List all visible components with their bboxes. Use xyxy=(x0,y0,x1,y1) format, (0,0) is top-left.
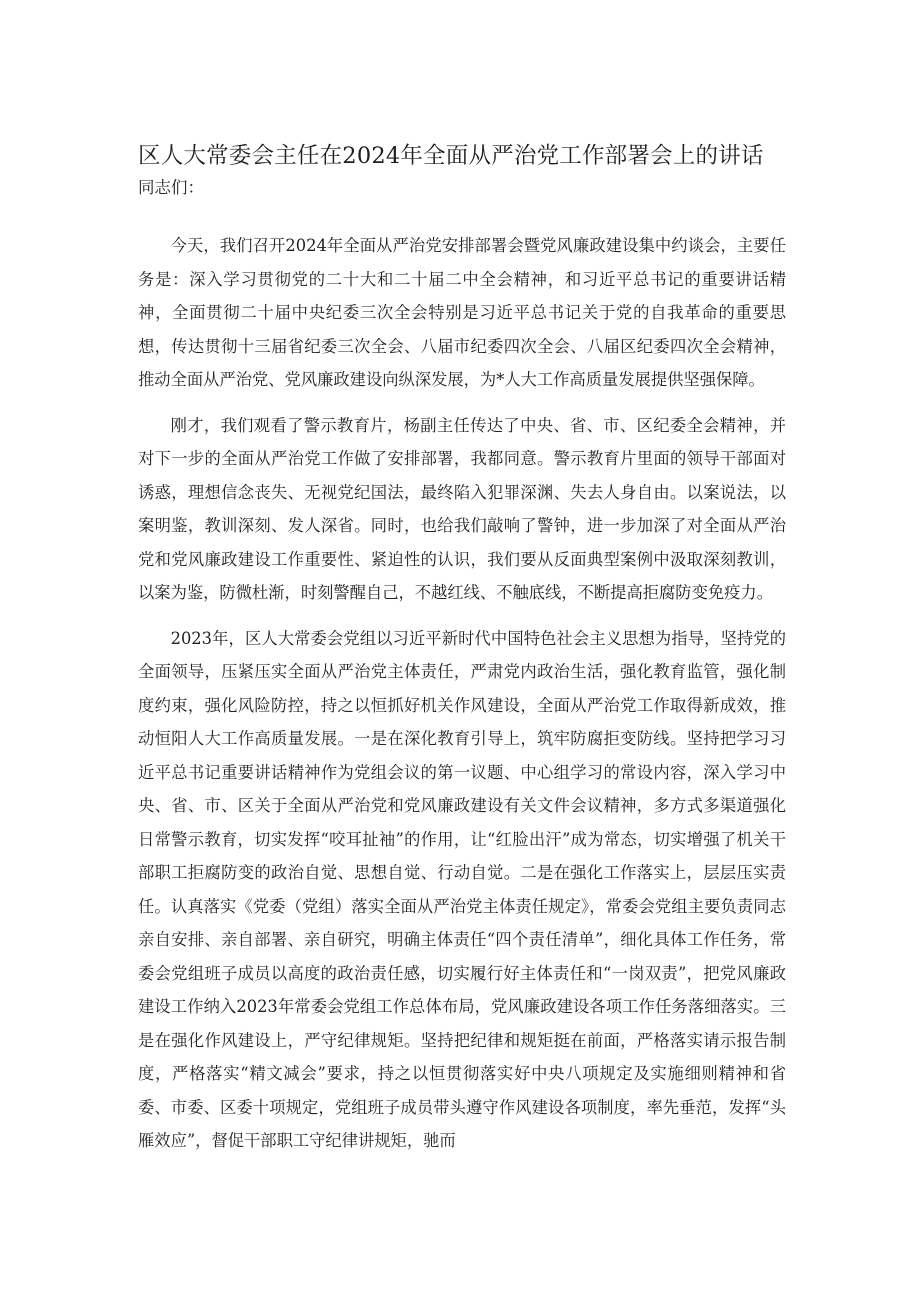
speech-body xyxy=(138,229,786,1170)
greeting: 同志们： xyxy=(138,178,204,197)
page-title: 区人大常委会主任在2024年全面从严治党工作部署会上的讲话 xyxy=(138,143,764,169)
paragraph-warning-education: 刚才，我们观看了警示教育片，杨副主任传达了中央、省、市、区纪委全会精神，并对下一步的全面从严治党工作做了安排部署，我都同意。警示教育片里面的领导干部面对诱惑，理想信念丧失、无视党纪国法，最终陷入犯罪深渊、失去人身自由。以案说法，以案明鉴，教训深刻、发人深省。同时，也给我们敲响了警钟，进一步加深了对全面从严治党和党风廉政建设工作重要性、紧迫性的认识，我们要从反面典型案例中汲取深刻教训，以案为鉴，防微杜渐，时刻警醒自己，不越红线、不触底线，不断提高拒腐防变免疫力。 xyxy=(138,415,786,602)
paragraph-opening: 今天，我们召开2024年全面从严治党安排部署会暨党风廉政建设集中约谈会，主要任务是：深入学习贯彻党的二十大和二十届二中全会精神，和习近平总书记的重要讲话精神，全面贯彻二十届中央纪委三次全会特别是习近平总书记关于党的自我革命的重要思想，传达贯彻十三届省纪委三次全会、八届市纪委四次全会、八届区纪委四次全会精神，推动全面从严治党、党风廉政建设向纵深发展，为*人大工作高质量发展提供坚强保障。 xyxy=(138,236,786,389)
paragraph-2023-review: 2023年，区人大常委会党组以习近平新时代中国特色社会主义思想为指导，坚持党的全面领导，压紧压实全面从严治党主体责任，严肃党内政治生活，强化教育监管，强化制度约束，强化风险防控，持之以恒抓好机关作风建设，全面从严治党工作取得新成效，推动恒阳人大工作高质量发展。一是在深化教育引导上，筑牢防腐拒变防线。坚持把学习习近平总书记重要讲话精神作为党组会议的第一议题、中心组学习的常设内容，深入学习中央、省、市、区关于全面从严治党和党风廉政建设有关文件会议精神，多方式多渠道强化日常警示教育，切实发挥“咬耳扯袖”的作用，让“红脸出汗”成为常态，切实增强了机关干部职工拒腐防变的政治自觉、思想自觉、行动自觉。二是在强化工作落实上，层层压实责任。认真落实《党委（党组）落实全面从严治党主体责任规定》，常委会党组主要负责同志亲自安排、亲自部署、亲自研究，明确主体责任“四个责任清单”，细化具体工作任务，常委会党组班子成员以高度的政治责任感，切实履行好主体责任和“一岗双责”，把党风廉政建设工作纳入2023年常委会党组工作总体布局，党风廉政建设各项工作任务落细落实。三是在强化作风建设上，严守纪律规矩。坚持把纪律和规矩挺在前面，严格落实请示报告制度，严格落实“精文减会”要求，持之以恒贯彻落实好中央八项规定及实施细则精神和省委、市委、区委十项规定，党组班子成员带头遵守作风建设各项制度，率先垂范，发挥“头雁效应”，督促干部职工守纪律讲规矩，驰而 xyxy=(138,628,786,1150)
